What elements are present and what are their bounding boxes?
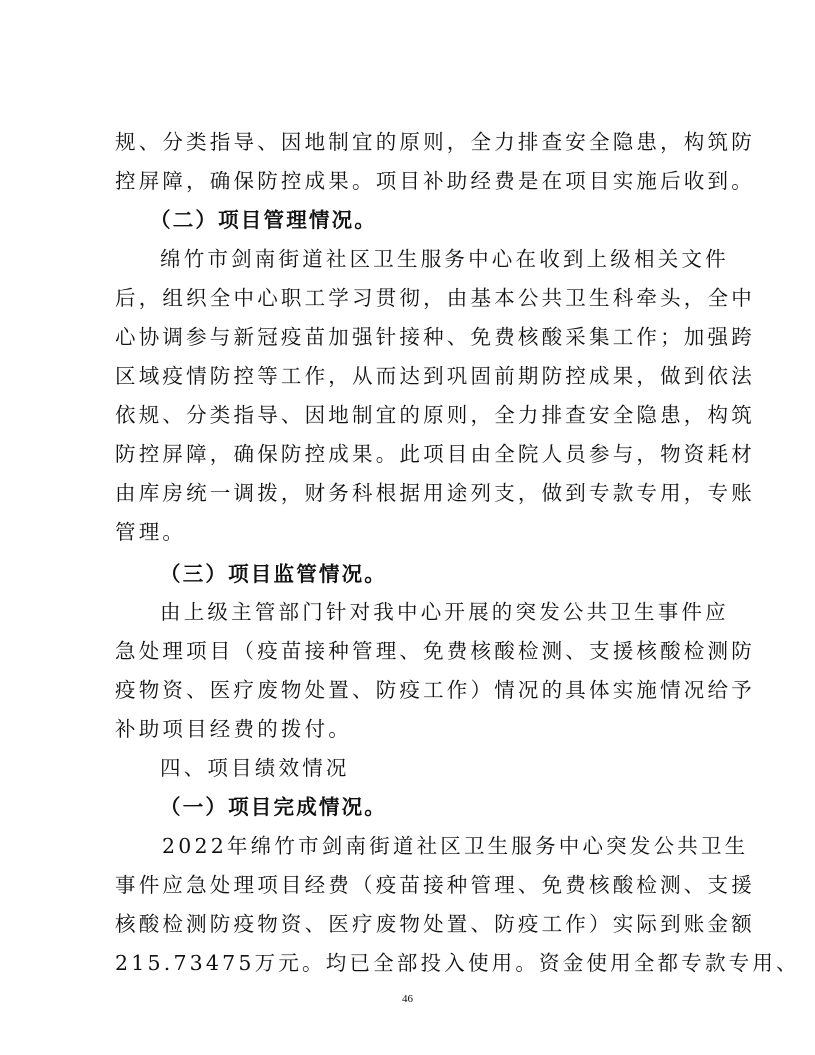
section-heading: （一）项目完成情况。: [160, 795, 387, 819]
body-text-line: 2022年绵竹市剑南街道社区卫生服务中心突发公共卫生: [162, 834, 749, 858]
body-text-line: 事件应急处理项目经费（疫苗接种管理、免费核酸检测、支援: [115, 873, 755, 897]
body-text-line: 215.73475万元。均已全部投入使用。资金使用全都专款专用、: [115, 951, 800, 975]
section-heading: （三）项目监管情况。: [160, 562, 387, 586]
body-text-line: 防控屏障，确保防控成果。此项目由全院人员参与，物资耗材: [115, 442, 755, 466]
body-text-line: 区域疫情防控等工作，从而达到巩固前期防控成果，做到依法: [115, 364, 755, 388]
body-text-line: 控屏障，确保防控成果。项目补助经费是在项目实施后收到。: [115, 169, 755, 193]
page-number: 46: [402, 993, 413, 1005]
body-text-line: 后，组织全中心职工学习贯彻，由基本公共卫生科牵头，全中: [115, 286, 755, 310]
body-text-line: 依规、分类指导、因地制宜的原则，全力排查安全隐患，构筑: [115, 403, 755, 427]
body-text-line: 规、分类指导、因地制宜的原则，全力排查安全隐患，构筑防: [115, 130, 755, 154]
body-text-line: 核酸检测防疫物资、医疗废物处置、防疫工作）实际到账金额: [115, 912, 755, 936]
body-text-line: 心协调参与新冠疫苗加强针接种、免费核酸采集工作；加强跨: [115, 325, 755, 349]
body-text-line: 疫物资、医疗废物处置、防疫工作）情况的具体实施情况给予: [115, 678, 755, 702]
body-text-line: 补助项目经费的拨付。: [115, 717, 352, 741]
body-text-line: 绵竹市剑南街道社区卫生服务中心在收到上级相关文件: [160, 247, 729, 271]
body-text-line: 急处理项目（疫苗接种管理、免费核酸检测、支援核酸检测防: [115, 639, 755, 663]
body-text-line: 管理。: [115, 520, 187, 544]
body-text-line: 由库房统一调拨，财务科根据用途列支，做到专款专用，专账: [115, 481, 755, 505]
body-text-line: 由上级主管部门针对我中心开展的突发公共卫生事件应: [160, 600, 729, 624]
section-heading: （二）项目管理情况。: [150, 208, 377, 232]
chapter-heading: 四、项目绩效情况: [160, 756, 350, 780]
